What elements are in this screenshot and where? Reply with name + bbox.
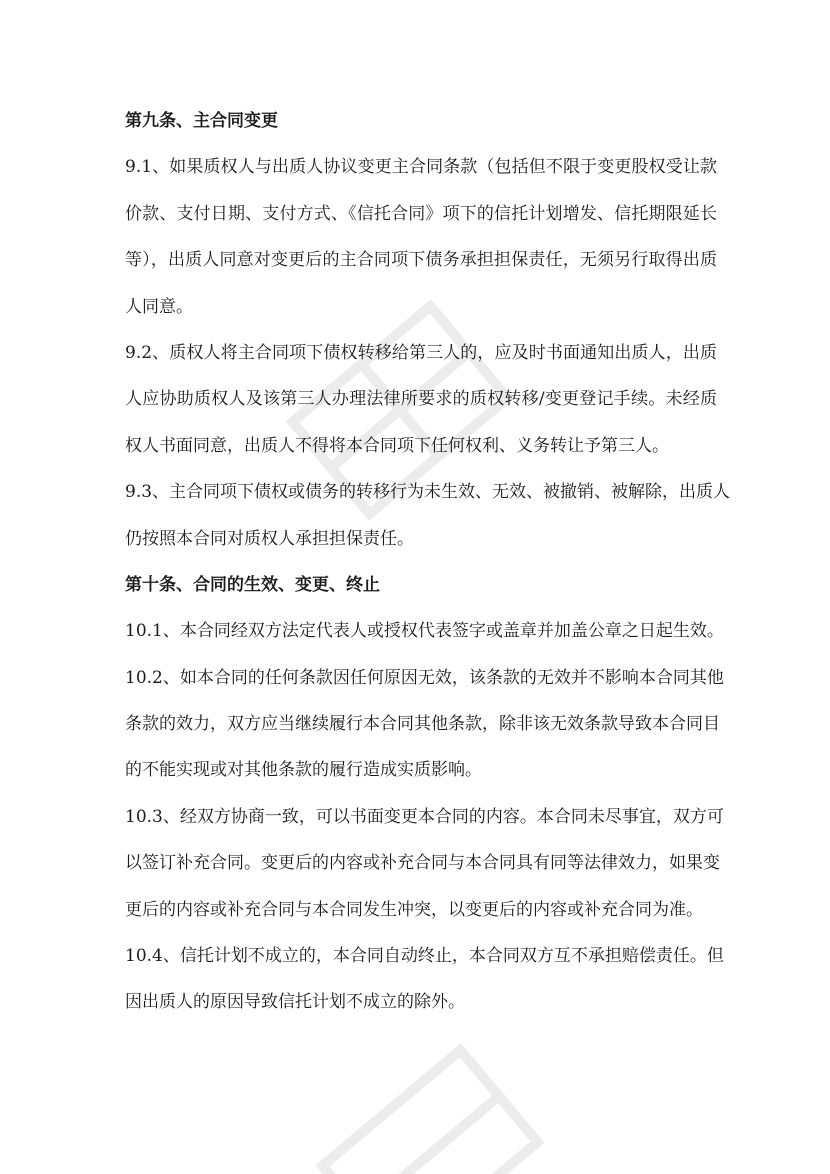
- section-heading: 第九条、主合同变更: [125, 111, 278, 131]
- paragraph-line: 人同意。: [125, 296, 193, 317]
- paragraph-line: 仍按照本合同对质权人承担担保责任。: [125, 528, 414, 549]
- paragraph-line: 人应协助质权人及该第三人办理法律所要求的质权转移/变更登记手续。未经质: [125, 389, 717, 410]
- paragraph-line: 9.1、如果质权人与出质人协议变更主合同条款（包括但不限于变更股权受让款: [125, 157, 717, 178]
- paragraph-line: 10.3、经双方协商一致，可以书面变更本合同的内容。本合同未尽事宜，双方可: [125, 806, 724, 827]
- paragraph-line: 的不能实现或对其他条款的履行造成实质影响。: [125, 760, 482, 781]
- paragraph-line: 10.1、本合同经双方法定代表人或授权代表签字或盖章并加盖公章之日起生效。: [125, 621, 724, 642]
- paragraph-line: 10.2、如本合同的任何条款因任何原因无效，该条款的无效并不影响本合同其他: [125, 667, 724, 688]
- watermark-mark: [300, 1034, 560, 1174]
- section-heading: 第十条、合同的生效、变更、终止: [125, 574, 380, 595]
- paragraph-line: 9.3、主合同项下债权或债务的转移行为未生效、无效、被撤销、被解除，出质人: [125, 482, 731, 503]
- paragraph-line: 更后的内容或补充合同与本合同发生冲突，以变更后的内容或补充合同为准。: [125, 899, 703, 920]
- paragraph-line: 价款、支付日期、支付方式、《信托合同》项下的信托计划增发、信托期限延长: [125, 203, 717, 224]
- document-body: [125, 98, 731, 1026]
- paragraph-line: 条款的效力，双方应当继续履行本合同其他条款，除非该无效条款导致本合同目: [125, 714, 720, 735]
- paragraph-line: 因出质人的原因导致信托计划不成立的除外。: [125, 992, 465, 1013]
- paragraph-line: 权人书面同意，出质人不得将本合同项下任何权利、义务转让予第三人。: [125, 435, 669, 456]
- paragraph-line: 等），出质人同意对变更后的主合同项下债务承担担保责任，无须另行取得出质: [125, 250, 717, 271]
- paragraph-line: 以签订补充合同。变更后的内容或补充合同与本合同具有同等法律效力，如果变: [125, 853, 720, 874]
- paragraph-line: 10.4、信托计划不成立的，本合同自动终止，本合同双方互不承担赔偿责任。但: [125, 946, 724, 967]
- paragraph-line: 9.2、质权人将主合同项下债权转移给第三人的，应及时书面通知出质人，出质: [125, 342, 717, 363]
